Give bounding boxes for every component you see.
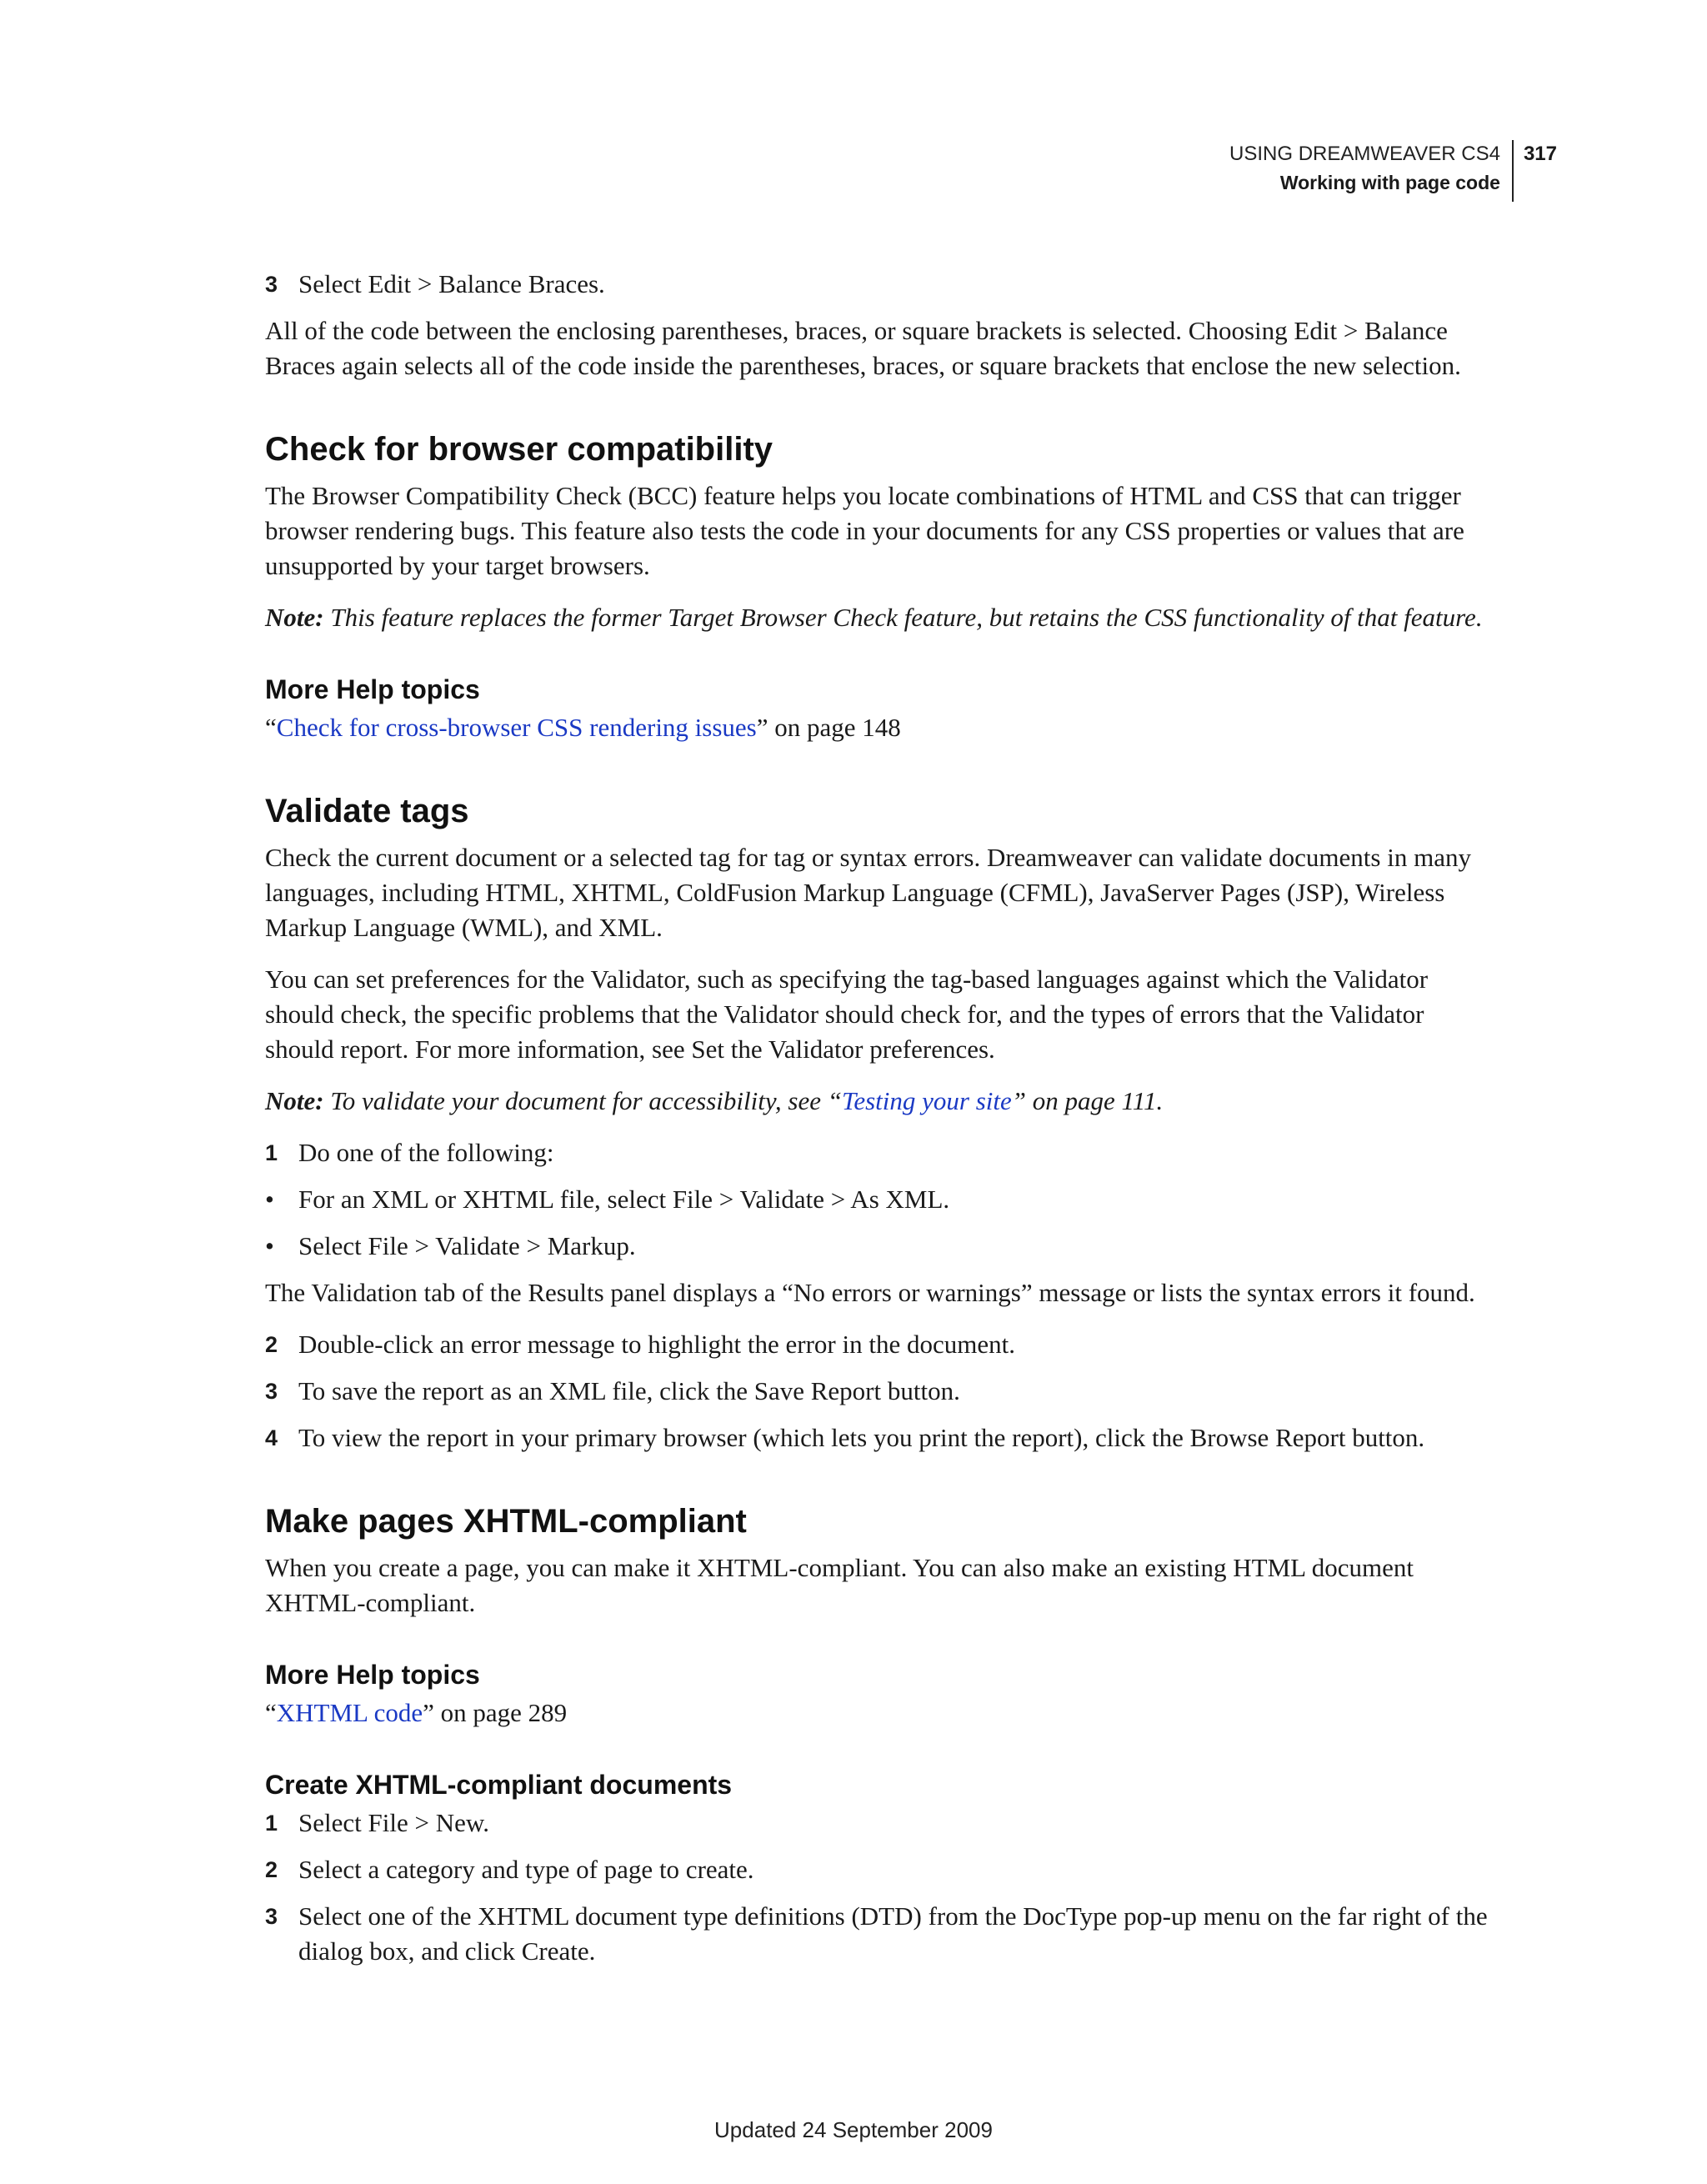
header-text (1229, 140, 1514, 202)
xhtml-paragraph: When you create a page, you can make it XHTML-compliant. You can also make an existing HTML document XHTML-compliant. (265, 1553, 1414, 1617)
step-number: 3 (265, 1904, 278, 1929)
step-text: Do one of the following: (298, 1138, 554, 1167)
note-text-after: ” on page 111. (1011, 1086, 1164, 1115)
page-content (265, 267, 1499, 1981)
step-text: Double-click an error message to highlight the error in the document. (298, 1330, 1015, 1359)
step-number: 4 (265, 1425, 278, 1450)
header-title: USING DREAMWEAVER CS4 (1229, 143, 1500, 165)
link-xhtml-code[interactable]: XHTML code (276, 1698, 423, 1727)
validate-paragraph-1: Check the current document or a selected tag for tag or syntax errors. Dreamweaver can validate documents in many languages, including HTML, XHTML, ColdFusion Markup Language (CFML), JavaServer Pages (JSP), Wireless Markup Language (WML), and XML. (265, 843, 1471, 942)
xhtml-step-2 (265, 1852, 1499, 1887)
bullet-icon: • (265, 1185, 274, 1214)
note-label: Note: (265, 603, 324, 632)
step-number: 3 (265, 1379, 278, 1404)
intro-step-3 (265, 267, 1499, 302)
step-number: 2 (265, 1332, 278, 1357)
bullet-text: Select File > Validate > Markup. (298, 1231, 636, 1260)
validate-step-1 (265, 1135, 1499, 1170)
step-text: Select Edit > Balance Braces. (298, 269, 605, 298)
bullet-text: For an XML or XHTML file, select File > Validate > As XML. (298, 1185, 950, 1214)
xhtml-step-3 (265, 1899, 1499, 1969)
note-text-before: To validate your document for accessibility, see “ (330, 1086, 842, 1115)
bcc-paragraph: The Browser Compatibility Check (BCC) feature helps you locate combinations of HTML and CSS that can trigger browser rendering bugs. This feature also tests the code in your documents for any CSS properties or values that are unsupported by your target browsers. (265, 481, 1464, 580)
step-number: 1 (265, 1811, 278, 1836)
page-header (1229, 140, 1557, 202)
step-text: Select File > New. (298, 1808, 489, 1837)
step-text: To save the report as an XML file, click the Save Report button. (298, 1376, 960, 1405)
heading-validate-tags: Validate tags (265, 793, 469, 829)
step-text: Select one of the XHTML document type definitions (DTD) from the DocType pop-up menu on the far right of the dialog box, and click Create. (298, 1901, 1488, 1966)
page-footer: Updated 24 September 2009 (714, 2117, 993, 2142)
heading-xhtml-compliant: Make pages XHTML-compliant (265, 1503, 747, 1540)
intro-paragraph: All of the code between the enclosing parentheses, braces, or square brackets is selected. Choosing Edit > Balance Braces again selects all of the code inside the parentheses, braces, or square brackets that enclose the new selection. (265, 316, 1461, 380)
bcc-note (265, 600, 1499, 635)
link-suffix: ” on page 148 (756, 713, 901, 742)
quote-open: “ (265, 713, 277, 742)
validate-step-3 (265, 1374, 1499, 1409)
bullet-icon: • (265, 1231, 274, 1260)
note-text: This feature replaces the former Target Browser Check feature, but retains the CSS functionality of that feature. (330, 603, 1483, 632)
step-text: To view the report in your primary browser (which lets you print the report), click the Browse Report button. (298, 1423, 1425, 1452)
note-label: Note: (265, 1086, 324, 1115)
validate-step-4 (265, 1420, 1499, 1455)
xhtml-step-1 (265, 1806, 1499, 1841)
link-suffix: ” on page 289 (423, 1698, 568, 1727)
page-number: 317 (1523, 143, 1557, 165)
xhtml-more-help-heading: More Help topics (265, 1660, 480, 1690)
step-number: 2 (265, 1857, 278, 1882)
xhtml-help-link-line (265, 1696, 1499, 1731)
validate-step-2 (265, 1327, 1499, 1362)
quote-open: “ (265, 1698, 277, 1727)
header-subtitle: Working with page code (1279, 172, 1500, 193)
step-number: 1 (265, 1140, 278, 1165)
link-cross-browser-css[interactable]: Check for cross-browser CSS rendering issues (276, 713, 757, 742)
validate-bullet-1 (265, 1182, 1499, 1217)
link-testing-your-site[interactable]: Testing your site (841, 1086, 1012, 1115)
validate-paragraph-3: The Validation tab of the Results panel displays a “No errors or warnings” message or lists the syntax errors it found. (265, 1278, 1475, 1307)
heading-browser-compatibility: Check for browser compatibility (265, 431, 773, 468)
validate-note (265, 1084, 1499, 1119)
step-number: 3 (265, 272, 278, 297)
subheading-create-xhtml-documents: Create XHTML-compliant documents (265, 1770, 733, 1800)
step-text: Select a category and type of page to create. (298, 1855, 754, 1884)
bcc-help-link-line (265, 710, 1499, 745)
validate-paragraph-2: You can set preferences for the Validator, such as specifying the tag-based languages against which the Validator should check, the specific problems that the Validator should check for, and the types of errors that the Validator should report. For more information, see Set the Validator preferences. (265, 964, 1429, 1064)
validate-bullet-2 (265, 1229, 1499, 1264)
bcc-more-help-heading: More Help topics (265, 674, 480, 704)
